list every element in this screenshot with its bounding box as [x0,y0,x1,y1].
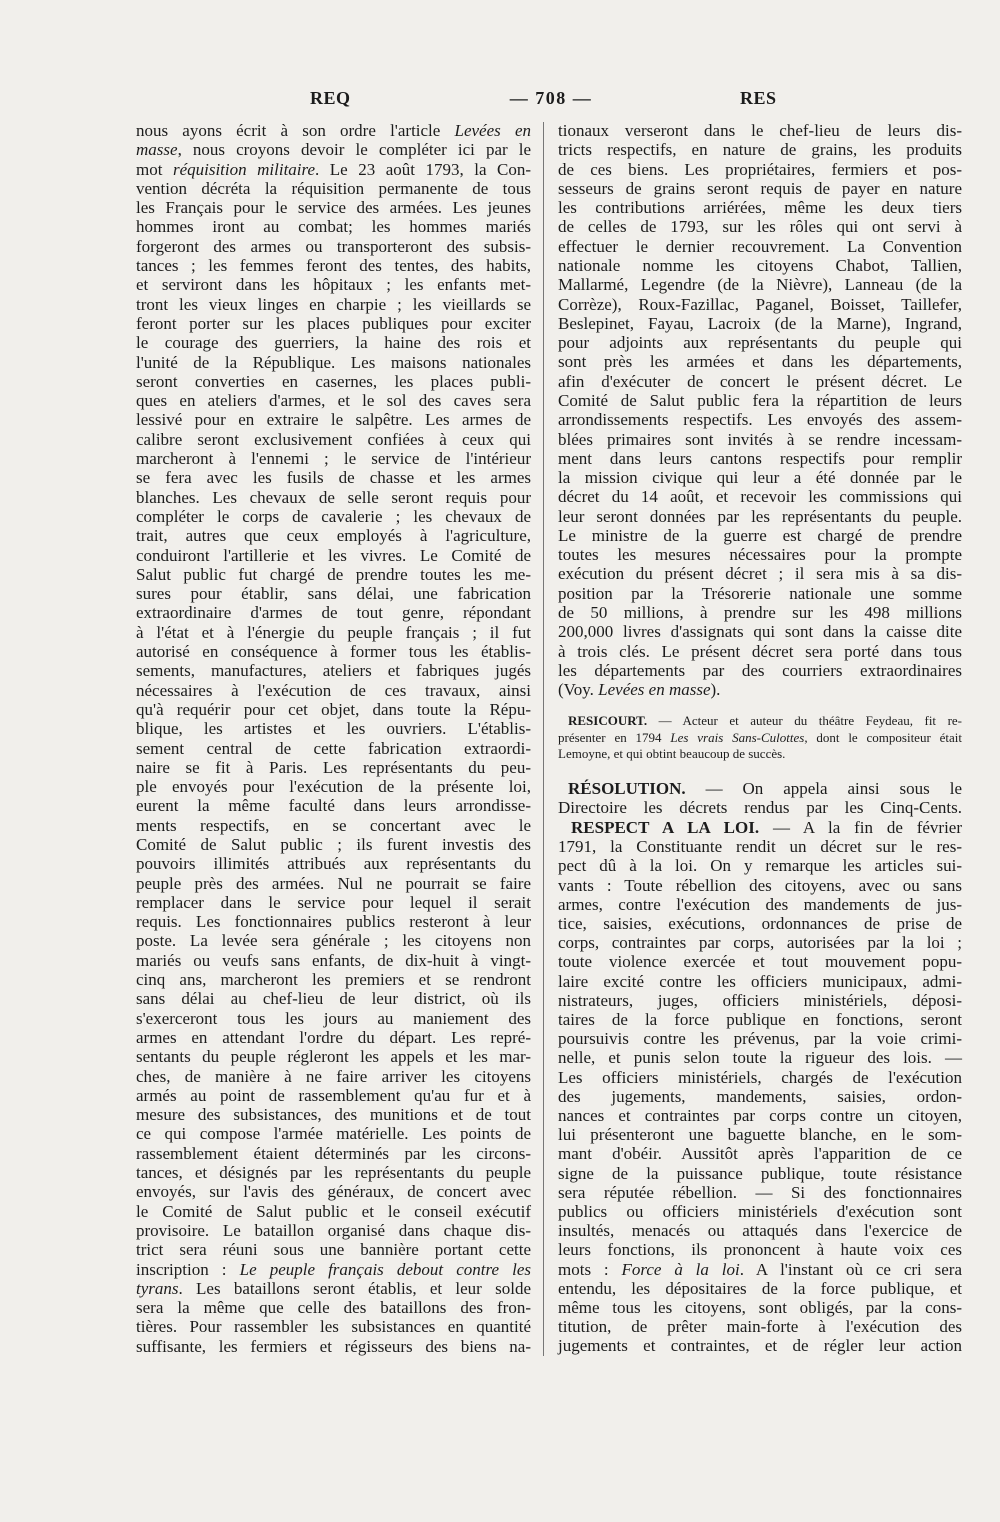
text-line [558,730,962,747]
text-run: mant d'obéir. Aussitôt après l'apparition de ce [558,1144,962,1164]
text-run: jugements et contraintes, et de régler leur action [558,1336,962,1356]
text-run: leur seront données par les représentants du peuple. [558,506,962,526]
text-line [136,1298,531,1317]
text-run: la mission civique qui leur a été donnée par le [558,468,962,488]
text-line [136,796,531,815]
text-line [136,874,531,893]
text-line [558,952,962,971]
text-line [558,372,962,391]
text-run: mots : [558,1259,622,1279]
text-line [558,661,962,680]
text-line [136,1124,531,1143]
text-line [136,603,531,622]
text-run: tront les vieux linges en charpie ; les vieillards se [136,294,531,314]
text-run: sentants du peuple régleront les appels et les mar- [136,1047,531,1067]
text-run: vention décréta la réquisition permanente de tous [136,178,531,198]
text-run: cinq ans, marcheront les premiers et se rendront [136,970,531,990]
text-run: se fera avec les fusils de chasse et les armes [136,468,531,488]
text-line [558,972,962,991]
text-run: à l'état et à l'énergie du peuple français ; il fut [136,622,531,642]
italic-text: Force à la loi [621,1259,740,1279]
text-run: requis. Les fonctionnaires publics resteront à leur [136,912,531,932]
text-run: hommes iront au combat; les hommes mariés [136,217,531,237]
text-line [558,1279,962,1298]
text-line [136,1047,531,1066]
italic-text: masse [136,140,178,160]
entry-respect-a-la-loi [558,818,962,1356]
text-run: calibre seront exclusivement confiées à ceux qui [136,429,531,449]
text-line [558,1240,962,1259]
text-run: seront converties en casernes, les places publi- [136,371,531,391]
text-run: tances, et désignés par les représentants du peuple [136,1163,531,1183]
text-run: tionaux verseront dans le chef-lieu de leurs dis- [558,121,962,140]
text-line [558,1068,962,1087]
entry-headword: RESPECT A LA LOI. [571,818,760,837]
text-line [558,160,962,179]
text-run: blées primaires sont invités à se rendre incessam- [558,429,962,449]
text-run: le Comité de Salut public et le conseil exécutif [136,1201,531,1221]
text-run: effectuer le dernier recouvrement. La Convention [558,236,962,256]
text-line [136,1086,531,1105]
text-run: Mallarmé, Legendre (de la Nièvre), Lanneau (de la [558,275,962,295]
entry-headword: RESICOURT. [568,713,648,728]
text-run: . Le 23 août 1793, la Con- [315,159,532,179]
text-line [558,818,962,837]
text-line [558,1106,962,1125]
text-run: tances ; les femmes feront des tentes, des habits, [136,256,531,276]
text-run: afin d'exécuter de concert le présent décret. Le [558,371,962,391]
text-run: rassemblement étaient déterminés par les circons- [136,1143,531,1163]
text-line [558,584,962,603]
text-line [558,680,962,699]
text-run: inscription : [136,1259,240,1279]
text-line [136,314,531,333]
text-line [558,603,962,622]
text-run: de ces biens. Les propriétaires, fermiers et pos- [558,159,962,179]
text-run: , nous croyons devoir le compléter ici par le [177,140,531,160]
text-line [558,1164,962,1183]
column-divider [543,122,544,1356]
text-line [558,914,962,933]
text-line [136,1009,531,1028]
text-line [136,739,531,758]
entry-resolution [558,779,962,817]
text-line [558,140,962,159]
text-run: forgeront des armes ou transporteront des subsis- [136,236,531,256]
text-run: laire excité contre les officiers municipaux, admi- [558,971,962,991]
text-line [558,430,962,449]
text-run: toute violence exercée et tout mouvement popu- [558,952,962,972]
italic-text: Les vrais Sans-Culottes [670,729,805,745]
text-run: armés au point de rassemblement qu'au fur et à [136,1085,531,1105]
text-run: publics ou officiers ministériels d'exécution sont [558,1202,962,1222]
text-run: vants : Toute rébellion des citoyens, avec ou sans [558,875,962,895]
text-line [558,468,962,487]
text-line [558,1183,962,1202]
text-line [136,1317,531,1336]
text-line [136,353,531,372]
text-line [136,584,531,603]
text-line [136,1221,531,1240]
text-line [558,449,962,468]
text-run: ple envoyés pour l'exécution de la présente loi, [136,777,531,797]
text-run: position par la Trésorerie nationale une somme [558,583,962,603]
text-run: armes en attendant l'ordre du départ. Les repré- [136,1027,531,1047]
text-line [558,876,962,895]
text-run: Corrèze), Roux-Fazillac, Paganel, Boisset, Taillefer, [558,294,962,314]
text-line [136,1279,531,1298]
text-run: naire se fit à Paris. Les représentants du peu- [136,757,531,777]
text-line [136,179,531,198]
text-line [136,642,531,661]
text-run: des jugements, mandements, saisies, ordon- [558,1086,962,1106]
text-run: ques en ateliers d'armes, et le sol des caves sera [136,391,531,411]
page-number: — 708 — [509,88,593,108]
italic-text: Le peuple français debout contre les [239,1259,531,1279]
text-run: toutes les mesures nécessaires pour la prompte [558,545,962,565]
text-run: Comité de Salut public ; ils furent investis des [136,834,531,854]
running-head-left: REQ [310,88,351,108]
text-run: Salut public fut chargé de prendre toutes les me- [136,564,531,584]
text-line [558,1010,962,1029]
text-run: à trois clés. Le présent décret sera porté dans tous [558,641,962,661]
text-line [136,758,531,777]
text-line [136,661,531,680]
text-line [558,798,962,817]
text-run: nous ayons écrit à son ordre l'article [136,121,455,140]
text-run: sement central de cette fabrication extraordi- [136,738,531,758]
text-line [136,893,531,912]
text-run: sures pour établir, sans délai, une fabrication [136,584,531,604]
text-line [136,546,531,565]
text-line [558,352,962,371]
text-run: s'exerceront tous les jours au maniement des [136,1008,531,1028]
text-line [558,507,962,526]
text-line [558,779,962,798]
text-run: ment dans leurs cantons respectifs pour remplir [558,448,962,468]
text-run: ce qui compose l'armée matérielle. Les points de [136,1124,531,1144]
text-run: — On appela ainsi sous le [685,779,962,798]
text-line [558,1317,962,1336]
text-run: Les officiers ministériels, chargés de l'exécution [558,1067,962,1087]
text-run: exécution du présent décret ; il sera mis à sa dis- [558,564,962,584]
text-line [136,989,531,1008]
text-run: mesure des subsistances, des munitions et de tout [136,1105,531,1125]
text-line [136,160,531,179]
text-line [136,488,531,507]
text-run: remplacer dans le service pour lequel il serait [136,892,531,912]
text-run: suffisante, les fermiers et régisseurs des biens na- [136,1336,531,1356]
text-line [136,468,531,487]
text-run: arrondissements respectifs. Les envoyés des assem- [558,410,962,430]
text-line [558,642,962,661]
entry-headword: RÉSOLUTION. [568,779,686,798]
text-run: sesseurs de grains seront requis de payer en nature [558,178,962,198]
text-line [558,256,962,275]
text-line [136,970,531,989]
text-line [136,912,531,931]
text-run: — Acteur et auteur du théâtre Feydeau, fit re- [647,713,962,728]
italic-text: tyrans [136,1278,179,1298]
text-line [558,856,962,875]
text-run: mot [136,159,173,179]
text-line [136,1240,531,1259]
text-run: nationale nomme les citoyens Chabot, Tallien, [558,255,962,275]
text-line [558,314,962,333]
text-run: titution, de prêter main-forte à l'exécution des [558,1317,962,1337]
text-line [558,526,962,545]
text-run: blanches. Les chevaux de selle seront requis pour [136,487,531,507]
text-line [558,1125,962,1144]
text-run: ches, de manière à ne faire arriver les citoyens [136,1066,531,1086]
text-line [136,951,531,970]
text-line [136,1105,531,1124]
text-run: de celles de 1793, sur les rôles qui ont servi à [558,217,962,237]
italic-text: réquisition militaire [172,159,316,179]
text-run: blique, les artistes et les ouvriers. L'établis- [136,719,531,739]
text-run: eurent la même faculté dans leurs arrondisse- [136,796,531,816]
text-line [558,713,962,730]
text-line [136,816,531,835]
text-run: les départements par des courriers extraordinaires [558,660,962,680]
text-line [136,237,531,256]
text-line [558,746,962,763]
text-line [136,681,531,700]
text-run: Beslepinet, Fayau, Lacroix (de la Marne), Ingrand, [558,313,962,333]
text-run: sera la même que celle des bataillons des fron- [136,1298,531,1318]
text-line [558,487,962,506]
text-run: peuple près des armées. Nul ne pourrait se faire [136,873,531,893]
text-line [558,217,962,236]
running-head-right: RES [740,88,777,108]
text-run: pect dû à la loi. On y remarque les articles sui- [558,856,962,876]
text-run: feront porter sur les places publiques pour exciter [136,313,531,333]
text-run: sera réputée rébellion. — Si des fonctionnaires [558,1182,962,1202]
text-line [558,895,962,914]
text-run: les contributions arriérées, même les deux tiers [558,198,962,218]
text-line [136,410,531,429]
text-run: l'unité de la République. Les maisons nationales [136,352,531,372]
text-run: entendu, les dépositaires de la force publique, et [558,1278,962,1298]
text-run: 1791, la Constituante rendit un décret sur le res- [558,837,962,857]
text-run: , dont le compositeur était [804,729,962,745]
italic-text: Levées en [454,121,531,140]
text-line [558,410,962,429]
text-line [558,237,962,256]
text-run: même tous les citoyens, sont obligés, par la cons- [558,1298,962,1318]
text-line [136,1067,531,1086]
text-run: ments respectifs, en se concertant avec le [136,815,531,835]
text-run: les Français pour le service des armées. Les jeunes [136,198,531,218]
text-run: sans délai au chef-lieu de leur district, où ils [136,989,531,1009]
text-run: compléter le corps de cavalerie ; les chevaux de [136,506,531,526]
text-run: trict sera réuni sous une bannière portant cette [136,1240,531,1260]
text-line [558,1048,962,1067]
text-line [558,933,962,952]
text-line [136,256,531,275]
text-line [558,1260,962,1279]
text-run: extraordinaire d'armes de tout genre, répondant [136,603,531,623]
text-run: nécessaires à l'exécution de ces travaux, ainsi [136,680,531,700]
text-line [558,121,962,140]
text-line [136,1182,531,1201]
text-line [558,391,962,410]
text-run: . Les bataillons seront établis, et leur solde [178,1278,531,1298]
text-line [558,991,962,1010]
text-run: taires de la force publique en fonctions, seront [558,1010,962,1030]
text-line [136,1028,531,1047]
text-line [136,1337,531,1356]
text-line [558,1202,962,1221]
text-run: pouvoirs illimités attribués aux représentants du [136,854,531,874]
text-run: de 50 millions, à prendre sur les 498 millions [558,603,962,623]
text-run: le courage des guerriers, la haine des rois et [136,333,531,353]
text-run: insultés, menacés ou attaqués dans l'exercice de [558,1221,962,1241]
text-run: Le ministre de la guerre est chargé de prendre [558,525,962,545]
text-line [136,507,531,526]
text-line [136,275,531,294]
text-run: armes, contre l'exécution des mandements de jus- [558,894,962,914]
text-run: qu'à requérir pour cet objet, dans toute la Répu- [136,699,531,719]
text-line [136,565,531,584]
text-line [558,1298,962,1317]
text-run: lui présenteront une baguette blanche, en le som- [558,1125,962,1145]
entry-resicourt [558,713,962,763]
text-line [136,1202,531,1221]
text-line [558,1336,962,1355]
text-line [136,1144,531,1163]
text-line [136,449,531,468]
text-run: poursuivis contre les prévenus, par la voie crimi- [558,1029,962,1049]
text-line [558,1087,962,1106]
text-run: — A la fin de février [759,818,962,837]
text-run: nances et contraintes par corps contre un citoyen, [558,1106,962,1126]
text-line [558,1144,962,1163]
text-line [558,1221,962,1240]
text-run: marcheront à l'ennemi ; le service de l'intérieur [136,449,531,469]
text-run: leurs fonctions, ils prononcent à haute voix ces [558,1240,962,1260]
text-line [136,526,531,545]
text-line [558,564,962,583]
text-run: autorisé en conséquence à former tous les établis- [136,642,531,662]
text-line [558,275,962,294]
text-line [136,700,531,719]
text-run: corps, contraintes par corps, autorisées par la loi ; [558,933,962,953]
text-run: trait, autres que ceux employés à l'agriculture, [136,526,531,546]
text-run: provisoire. Le bataillon organisé dans chaque dis- [136,1220,531,1240]
text-line [136,391,531,410]
text-line [136,198,531,217]
text-line [558,545,962,564]
text-run: poste. La levée sera générale ; les citoyens non [136,931,531,951]
text-line [136,430,531,449]
right-column-continuation [558,121,962,699]
text-line [136,719,531,738]
text-line [136,217,531,236]
text-line [558,1029,962,1048]
text-line [558,333,962,352]
text-run: conduiront l'artillerie et les vivres. Le Comité de [136,545,531,565]
text-run: 200,000 livres d'assignats qui sont dans la caisse dite [558,622,962,642]
text-line [558,622,962,641]
text-run: ). [710,680,721,700]
text-line [136,121,531,140]
text-line [558,198,962,217]
text-line [136,931,531,950]
text-run: Comité de Salut public fera la répartition de leurs [558,390,962,410]
text-run: pour adjoints aux représentants du peuple qui [558,333,962,353]
text-run: signe de la puissance publique, toute résistance [558,1163,962,1183]
text-run: Directoire les décrets rendus par les Cinq-Cents. [558,798,962,817]
text-run: mariés ou veufs sans enfants, de dix-huit à vingt- [136,950,531,970]
text-run: décret du 14 août, et recevoir les commissions qui [558,487,962,507]
text-line [558,179,962,198]
text-run: présenter en 1794 [558,729,671,745]
text-run: Lemoyne, et qui obtint beaucoup de succès. [558,746,786,761]
text-line [558,295,962,314]
text-run: sont près les armées et dans les départements, [558,352,962,372]
text-run: et serviront dans les hôpitaux ; les enfants met- [136,275,531,295]
text-line [136,777,531,796]
italic-text: Levées en masse [598,680,711,700]
text-line [136,854,531,873]
text-line [136,372,531,391]
text-run: lessivé pour en extraire le salpêtre. Les armes de [136,410,531,430]
text-line [558,837,962,856]
text-run: nelle, et punis selon toute la rigueur des lois. — [558,1048,962,1068]
text-run: (Voy. [558,680,599,700]
left-column [136,121,531,1356]
text-run: tice, saisies, exécutions, ordonnances de prise de [558,914,962,934]
text-run: tières. Pour rassembler les subsistances en quantité [136,1317,531,1337]
text-run: sements, manufactures, ateliers et fabriques jugés [136,661,531,681]
text-line [136,1260,531,1279]
text-line [136,140,531,159]
text-run: tricts respectifs, en nature de grains, les produits [558,140,962,160]
text-line [136,295,531,314]
text-line [136,835,531,854]
text-line [136,623,531,642]
text-run: nistrateurs, juges, officiers ministériels, déposi- [558,990,962,1010]
text-run: envoyés, sur l'avis des généraux, de concert avec [136,1182,531,1202]
text-run: . A l'instant où ce cri sera [739,1259,962,1279]
text-line [136,333,531,352]
text-line [136,1163,531,1182]
